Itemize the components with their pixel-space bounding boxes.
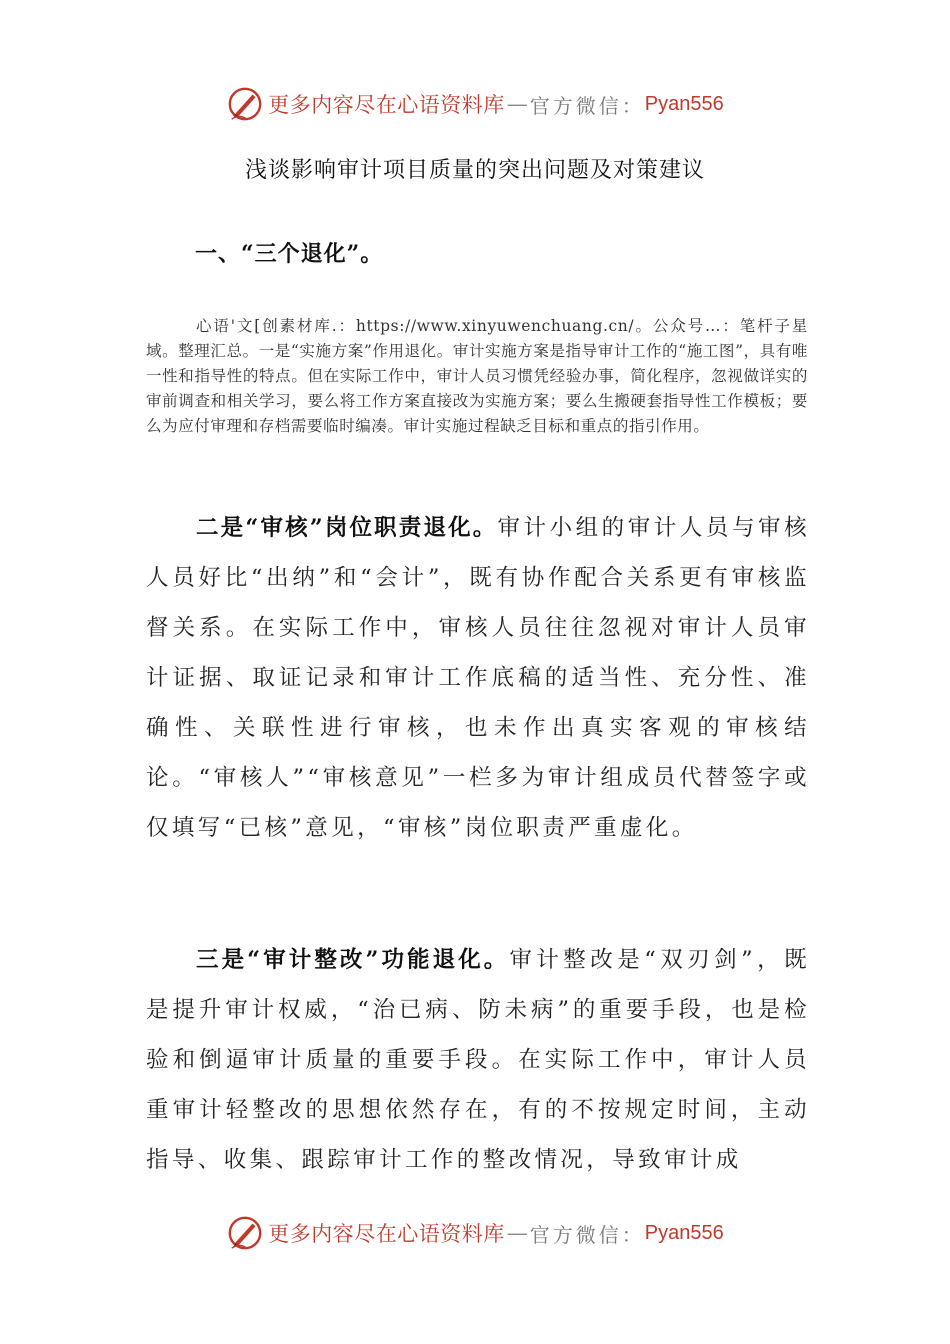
document-title: 浅谈影响审计项目质量的突出问题及对策建议 [244,158,705,183]
banner-dash: — [506,92,528,116]
paragraph-2-lead: 二是“审核”岗位职责退化。 [196,515,498,541]
banner-main-text: 更多内容尽在心语资料库 [268,93,505,117]
paragraph-3-lead: 三是“审计整改”功能退化。 [196,947,510,973]
footer-wechat-label: 官方微信： [529,1222,645,1247]
paragraph-1: 心语'文[创素材库.：https://www.xinyuwenchuang.cn/。公众号…：笔杆子星域。整理汇总。一是“实施方案”作用退化。审计实施方案是指导审计工作的“施工图”，具有唯一性和指导性的特点。但在实际工作中，审计人员习惯凭经验办事，简化程序，忽视做详实的审前调查和相关学习，要么将工作方案直接改为实施方案；要么生搬硬套指导性工作模板；要么为应付审理和存档需要临时编凑。审计实施过程缺乏目标和重点的指引作用。 [146,317,808,435]
paragraph-2 [146,503,810,853]
banner-wechat-label: 官方微信： [529,93,645,118]
paragraph-3 [146,935,810,1185]
header-banner [0,82,950,126]
footer-wechat-id: Pyan556 [644,1221,724,1244]
footer-banner [0,1211,950,1255]
pen-logo-icon [226,85,264,123]
section-heading: 一、“三个退化”。 [195,241,384,267]
paragraph-3-body: 审计整改是“双刃剑”，既是提升审计权威，“治已病、防未病”的重要手段，也是检验和倒逼审计质量的重要手段。在实际工作中，审计人员重审计轻整改的思想依然存在，有的不按规定时间，主动指导、收集、跟踪审计工作的整改情况，导致审计成 [146,947,810,1173]
footer-main-text: 更多内容尽在心语资料库 [268,1222,505,1246]
pen-logo-icon [226,1214,264,1252]
banner-wechat-id: Pyan556 [644,92,724,115]
paragraph-2-body: 审计小组的审计人员与审核人员好比“出纳”和“会计”，既有协作配合关系更有审核监督关系。在实际工作中，审核人员往往忽视对审计人员审计证据、取证记录和审计工作底稿的适当性、充分性、准确性、关联性进行审核，也未作出真实客观的审核结论。“审核人”“审核意见”一栏多为审计组成员代替签字或仅填写“已核”意见，“审核”岗位职责严重虚化。 [146,515,810,841]
footer-dash: — [506,1221,528,1245]
